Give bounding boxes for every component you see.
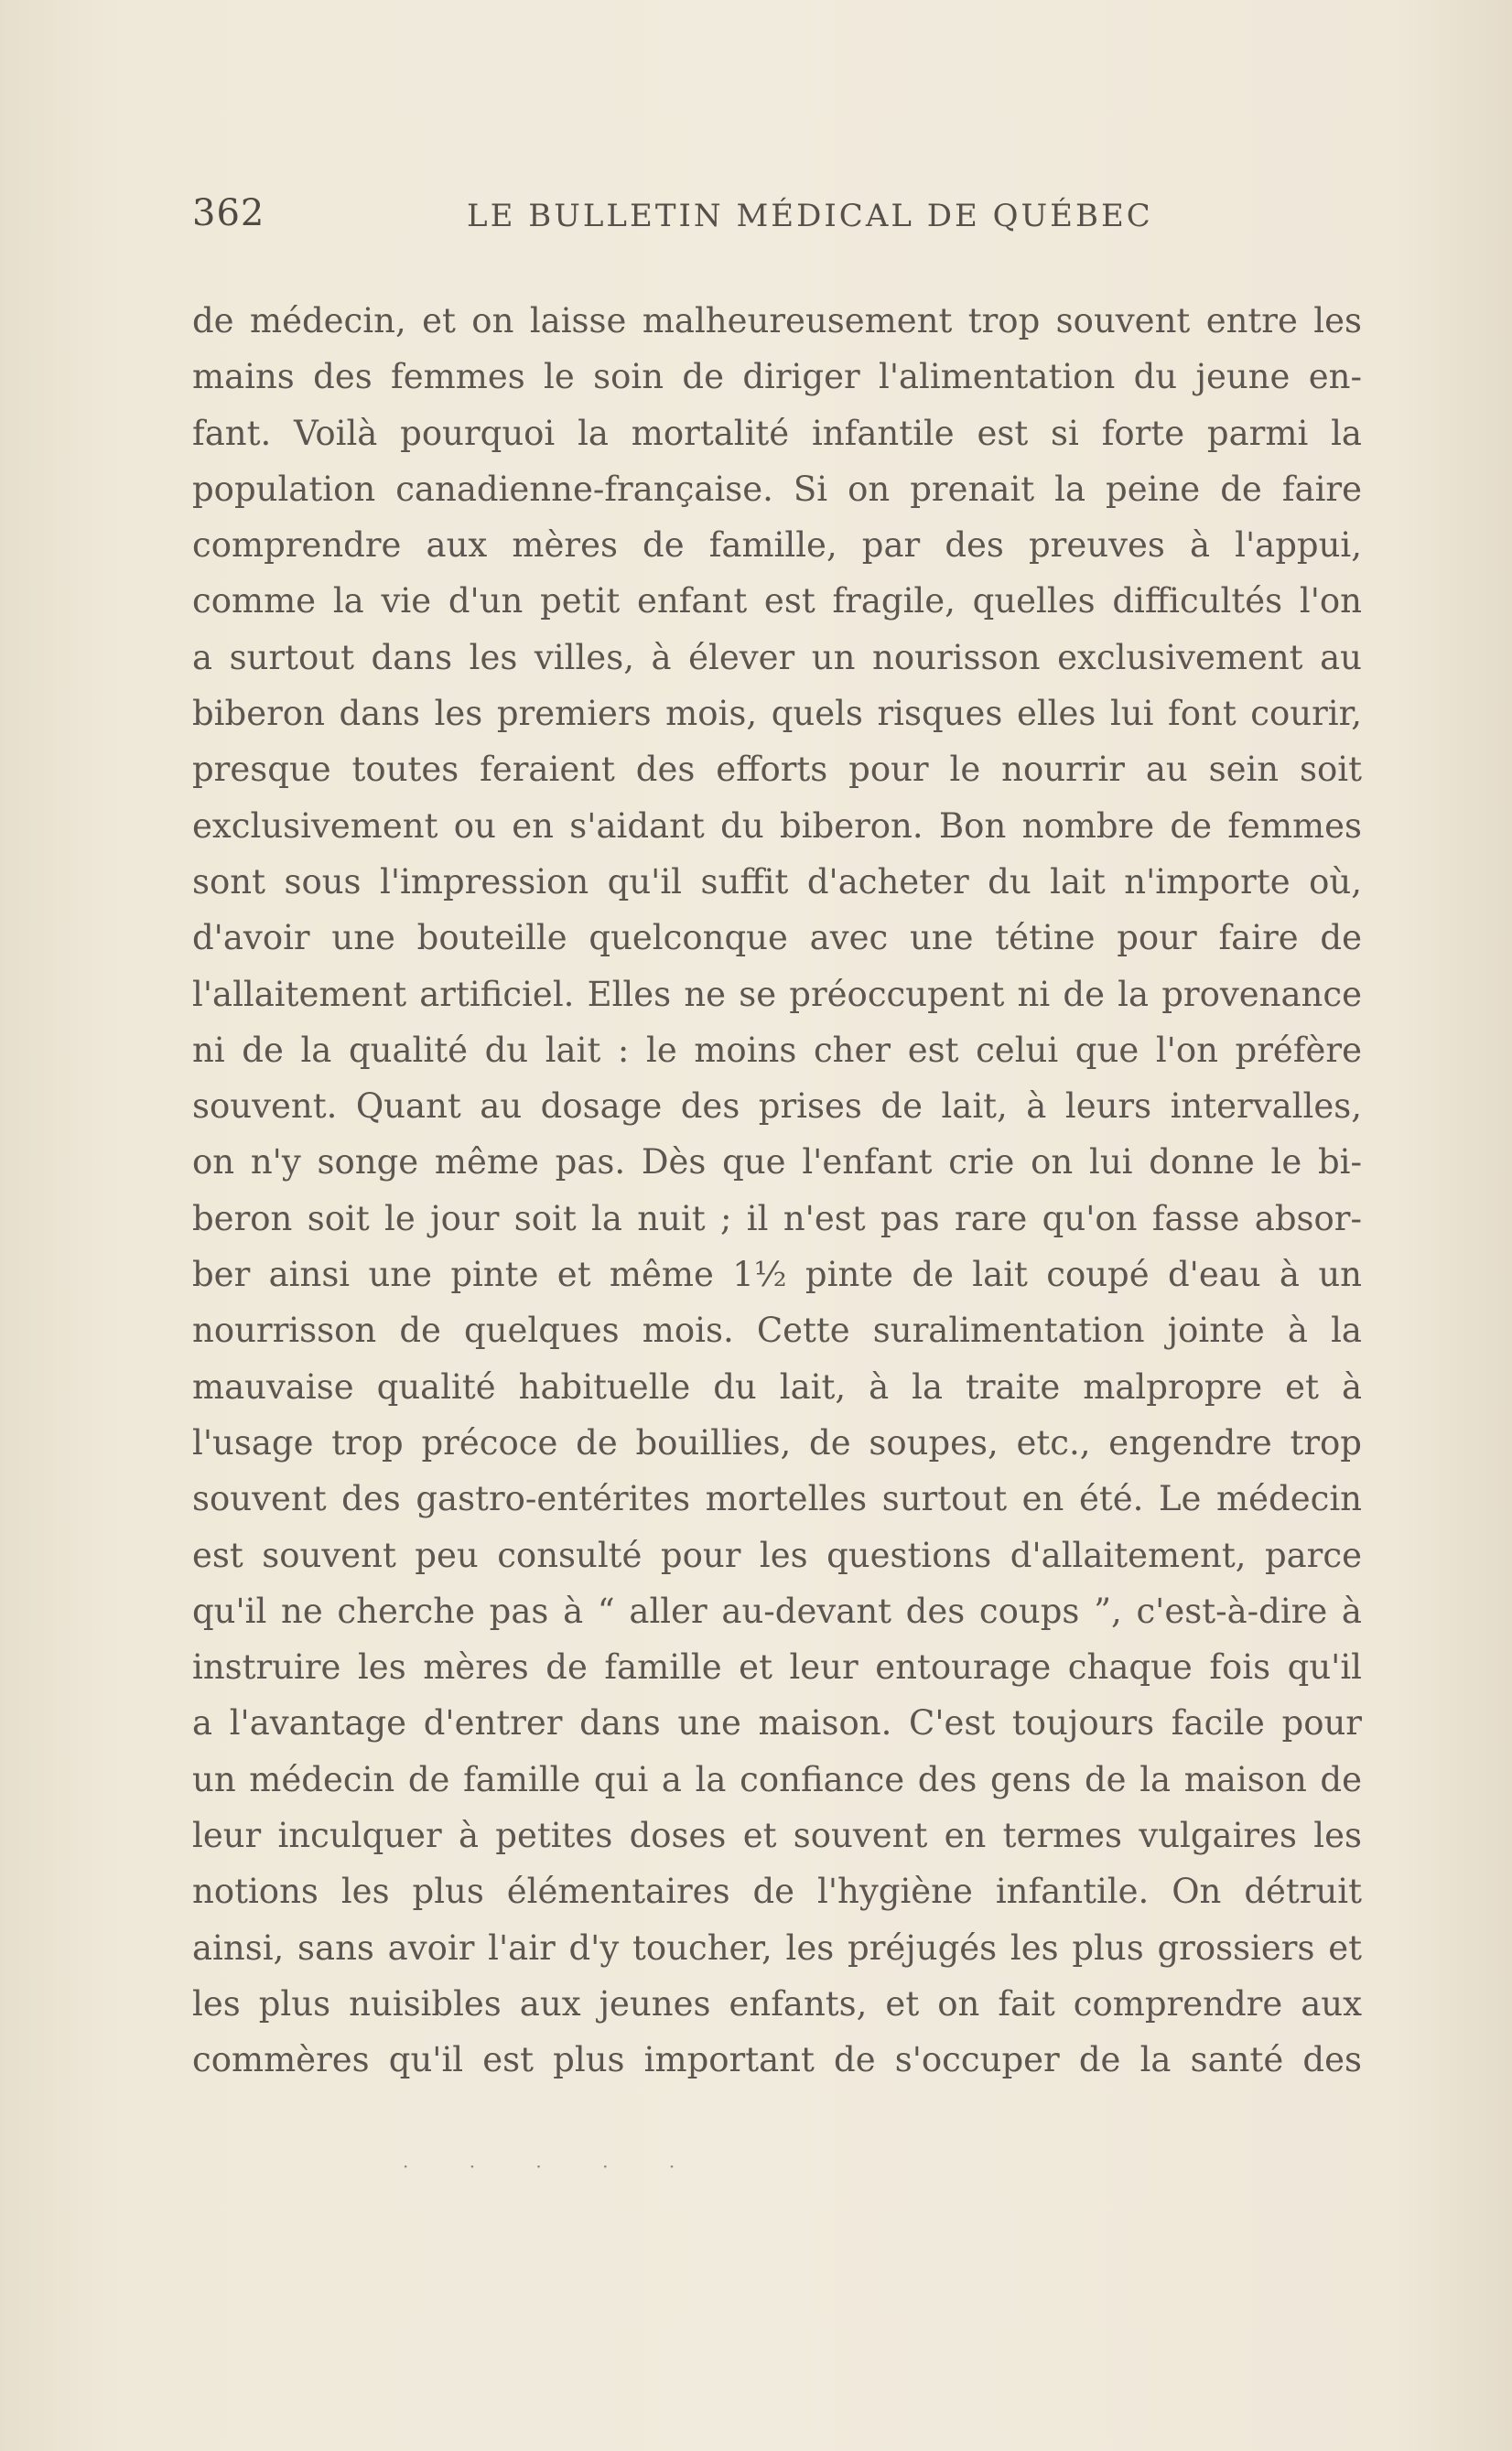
text-line: leur inculquer à petites doses et souvent en termes vulgaires les	[192, 1816, 1362, 1856]
text-line: on n'y songe même pas. Dès que l'enfant crie on lui donne le bi-	[192, 1142, 1362, 1182]
text-line: notions les plus élémentaires de l'hygiène infantile. On détruit	[192, 1872, 1362, 1912]
journal-title: LE BULLETIN MÉDICAL DE QUÉBEC	[467, 198, 1153, 234]
text-line: a l'avantage d'entrer dans une maison. C'est toujours facile pour	[192, 1703, 1362, 1744]
text-line: l'usage trop précoce de bouillies, de soupes, etc., engendre trop	[192, 1422, 1362, 1463]
text-line: ber ainsi une pinte et même 1½ pinte de lait coupé d'eau à un	[192, 1255, 1362, 1295]
text-line: souvent des gastro-entérites mortelles surtout en été. Le médecin	[192, 1479, 1362, 1519]
text-line: sont sous l'impression qu'il suffit d'acheter du lait n'importe où,	[192, 861, 1362, 902]
text-line: biberon dans les premiers mois, quels risques elles lui font courir,	[192, 694, 1362, 734]
text-line: les plus nuisibles aux jeunes enfants, et on fait comprendre aux	[192, 1983, 1362, 2024]
text-line: comprendre aux mères de famille, par des preuves à l'appui,	[192, 525, 1362, 566]
text-line: ainsi, sans avoir l'air d'y toucher, les préjugés les plus grossiers et	[192, 1927, 1362, 1968]
text-line: comme la vie d'un petit enfant est fragile, quelles difficultés l'on	[192, 581, 1362, 621]
text-line: mains des femmes le soin de diriger l'alimentation du jeune en-	[192, 357, 1362, 397]
bleed-through-marks: · · · · ·	[403, 2155, 703, 2177]
text-line: exclusivement ou en s'aidant du biberon. Bon nombre de femmes	[192, 805, 1362, 846]
text-line: beron soit le jour soit la nuit ; il n'est pas rare qu'on fasse absor-	[192, 1198, 1362, 1238]
text-line: souvent. Quant au dosage des prises de lait, à leurs intervalles,	[192, 1086, 1362, 1127]
text-line: qu'il ne cherche pas à “ aller au-devant des coups ”, c'est-à-dire à	[192, 1591, 1362, 1631]
text-line: a surtout dans les villes, à élever un nourisson exclusivement au	[192, 637, 1362, 677]
text-line: ni de la qualité du lait : le moins cher est celui que l'on préfère	[192, 1030, 1362, 1070]
text-line: nourrisson de quelques mois. Cette suralimentation jointe à la	[192, 1311, 1362, 1351]
text-line: commères qu'il est plus important de s'occuper de la santé des	[192, 2040, 1362, 2080]
text-line: instruire les mères de famille et leur entourage chaque fois qu'il	[192, 1647, 1362, 1688]
body-paragraph	[192, 293, 1362, 2089]
running-header	[192, 192, 1382, 247]
text-line: est souvent peu consulté pour les questions d'allaitement, parce	[192, 1535, 1362, 1575]
text-line: d'avoir une bouteille quelconque avec une tétine pour faire de	[192, 918, 1362, 958]
text-line: presque toutes feraient des efforts pour le nourrir au sein soit	[192, 750, 1362, 790]
text-line: mauvaise qualité habituelle du lait, à la traite malpropre et à	[192, 1366, 1362, 1407]
text-line: fant. Voilà pourquoi la mortalité infantile est si forte parmi la	[192, 413, 1362, 453]
text-line: un médecin de famille qui a la confiance des gens de la maison de	[192, 1759, 1362, 1799]
page-number: 362	[192, 192, 265, 234]
text-line: population canadienne-française. Si on prenait la peine de faire	[192, 469, 1362, 509]
text-line: l'allaitement artificiel. Elles ne se préoccupent ni de la provenance	[192, 974, 1362, 1014]
text-line: de médecin, et on laisse malheureusement trop souvent entre les	[192, 301, 1362, 340]
